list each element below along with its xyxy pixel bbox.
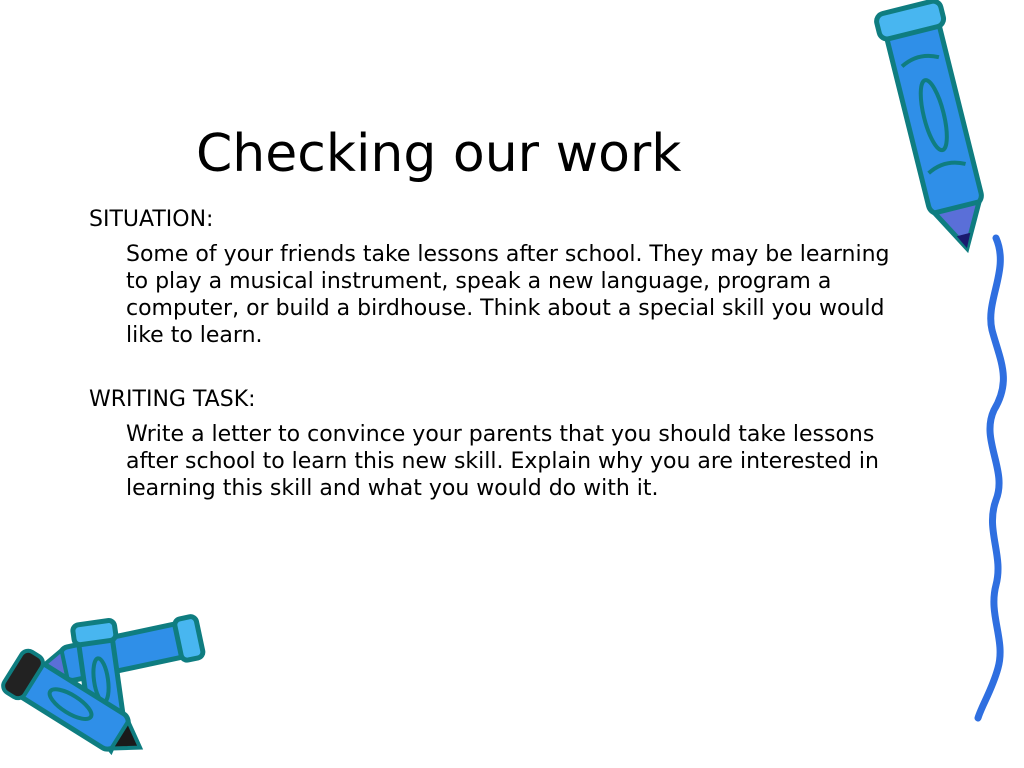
situation-section — [89, 205, 919, 349]
slide-title: Checking our work — [196, 124, 682, 184]
writing-task-section — [89, 385, 919, 502]
situation-text: Some of your friends take lessons after school. They may be learning to play a musical instrument, speak a new language, program a computer, or build a birdhouse. Think about a special skill you would like to learn. — [126, 242, 890, 348]
writing-task-text: Write a letter to convince your parents that you should take lessons after school to learn this new skill. Explain why you are interested in learning this skill and what you would do with it. — [126, 422, 879, 501]
situation-heading: SITUATION: — [89, 207, 214, 232]
slide-body — [89, 205, 919, 502]
writing-task-heading: WRITING TASK: — [89, 387, 256, 412]
